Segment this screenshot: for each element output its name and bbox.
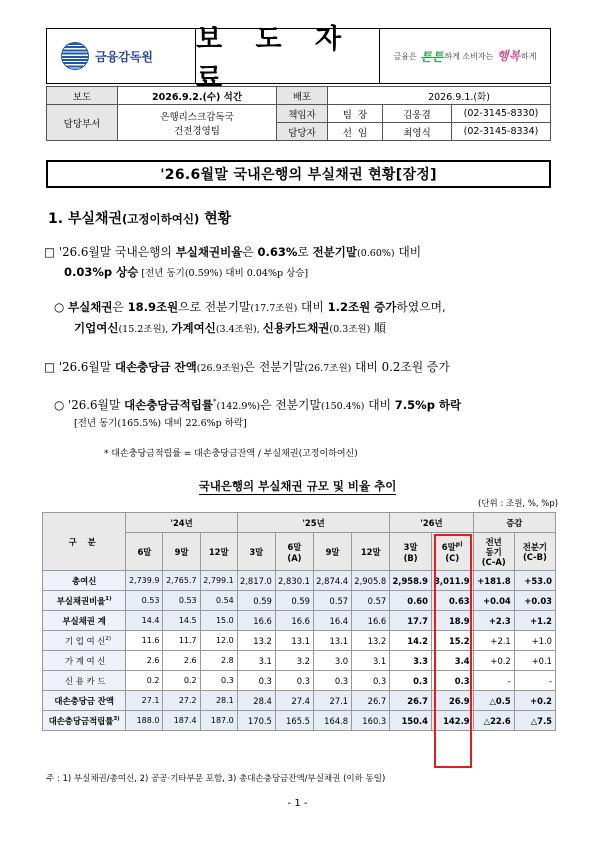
table-cell: 0.2 [163,671,200,691]
table-cell: 0.3 [200,671,237,691]
table-cell: +0.2 [473,651,514,671]
table-cell: 15.0 [200,611,237,631]
table-cell: 142.9 [431,711,473,731]
npl-table [42,512,556,731]
table-cell: 3.2 [275,651,313,671]
circle-bullet-icon: ○ [54,397,65,412]
table-cell: 27.2 [163,691,200,711]
col-header: 전분기 (C-B) [514,533,555,571]
col-header: 3말 (B) [390,533,432,571]
table-cell: 2,830.1 [275,571,313,591]
table-cell: 28.1 [200,691,237,711]
col-header: 3말 [237,533,275,571]
table-cell: 0.53 [163,591,200,611]
table-cell: 3.0 [314,651,352,671]
table-cell: 17.7 [390,611,432,631]
table-cell: 16.6 [275,611,313,631]
dist-date: 2026.9.1.(화) [328,87,551,105]
table-cell: 26.7 [352,691,390,711]
table-cell: 160.3 [352,711,390,731]
section-heading: 1. 부실채권(고정이하여신) 현황 [48,211,232,227]
press-date: 2026.9.2.(수) 석간 [118,87,277,105]
col-header: 6말 (A) [275,533,313,571]
table-cell: 2,739.9 [126,571,163,591]
row-label: 대손충당금 잔액 [43,691,126,711]
row-label: 기 업 여 신$^{2)}$ [43,631,126,651]
press-header [46,24,551,94]
col-header: 9말 [163,533,200,571]
table-cell: 2.6 [126,651,163,671]
col-header: 6말 [126,533,163,571]
year24-header: '24년 [126,513,237,533]
table-row [43,651,556,671]
table-cell: 0.63 [431,591,473,611]
bullet-1: □ '26.6월말 국내은행의 부실채권비율은 0.63%로 전분기말(0.60%) 대비 [44,245,422,259]
table-cell: 0.3 [275,671,313,691]
charge-name: 최영식 [383,123,452,141]
square-bullet-icon: □ [44,360,56,374]
resp-name: 김웅겸 [383,105,452,123]
table-cell: 0.53 [126,591,163,611]
table-cell: 11.6 [126,631,163,651]
table-title: 국내은행의 부실채권 규모 및 비율 추이 [198,479,397,493]
formula-note: * 대손충당금적립률 = 대손충당금잔액 / 부실채권(고정이하여신) [104,449,358,459]
table-cell: △22.6 [473,711,514,731]
dept-name: 은행리스크감독국 건전경영팀 [118,105,277,141]
col-header: 전년동기 (C-A) [473,533,514,571]
table-cell: 16.6 [237,611,275,631]
table-cell: 2.8 [200,651,237,671]
table-cell: 12.0 [200,631,237,651]
circle-bullet-icon: ○ [54,300,65,314]
table-cell: 2,874.4 [314,571,352,591]
table-cell: +181.8 [473,571,514,591]
table-cell: 170.5 [237,711,275,731]
table-cell: 0.59 [237,591,275,611]
table-cell: 0.57 [314,591,352,611]
resp-phone: (02-3145-8330) [452,105,551,123]
headline-banner: '26.6월말 국내은행의 부실채권 현황[잠정] [46,160,551,188]
bullet-1-line2: 0.03%p 상승 [전년 동기(0.59%) 대비 0.04%p 상승] [64,265,309,279]
col-header: 12말 [200,533,237,571]
table-cell: 18.9 [431,611,473,631]
dist-label: 배포 [277,87,328,105]
table-cell: 3.4 [431,651,473,671]
bullet-1a-line2: 기업여신(15.2조원), 가계여신(3.4조원), 신용카드채권(0.3조원) 順 [74,321,386,335]
year25-header: '25년 [237,513,390,533]
bullet-1a: ○ 부실채권은 18.9조원으로 전분기말(17.7조원) 대비 1.2조원 증가하였으며, [54,300,446,314]
table-cell: 13.1 [314,631,352,651]
table-cell: 164.8 [314,711,352,731]
table-cell: 2,905.8 [352,571,390,591]
table-cell: 0.3 [390,671,432,691]
table-row [43,571,556,591]
table-cell: 27.1 [314,691,352,711]
table-cell: 27.4 [275,691,313,711]
press-label: 보도 [47,87,118,105]
year26-header: '26년 [390,513,473,533]
press-title: 보 도 자 료 [195,29,380,83]
resp-title: 팀 장 [328,105,383,123]
table-cell: 0.54 [200,591,237,611]
table-cell: 2,958.9 [390,571,432,591]
table-cell: 27.1 [126,691,163,711]
table-cell: △0.5 [473,691,514,711]
table-row [43,611,556,631]
table-cell: 3.3 [390,651,432,671]
table-cell: +0.04 [473,591,514,611]
table-cell: - [473,671,514,691]
table-cell: 26.7 [390,691,432,711]
table-cell: 0.3 [314,671,352,691]
press-info-table [46,86,551,141]
bullet-2: □ '26.6월말 대손충당금 잔액(26.9조원)은 전분기말(26.7조원) 대비 0.2조원 증가 [44,360,450,374]
table-cell: +0.1 [514,651,555,671]
fss-logo-icon [61,42,89,70]
table-cell: 0.3 [352,671,390,691]
table-cell: 2,799.1 [200,571,237,591]
table-cell: 13.2 [352,631,390,651]
table-cell: 2,765.7 [163,571,200,591]
table-cell: 2,817.0 [237,571,275,591]
table-row [43,631,556,651]
bullet-2a: ○ '26.6월말 대손충당금적립률*(142.9%)은 전분기말(150.4%) 대비 7.5%p 하락 [54,397,462,412]
table-cell: - [514,671,555,691]
table-cell: 187.4 [163,711,200,731]
table-cell: 3,011.9 [431,571,473,591]
table-cell: 13.1 [275,631,313,651]
col-label-header: 구 분 [43,513,126,571]
table-cell: +53.0 [514,571,555,591]
table-footnote: 주 : 1) 부실채권/총여신, 2) 공공·기타부문 포함, 3) 총대손충당금잔액/부실채권 (이하 동일) [46,774,386,784]
table-cell: 0.3 [237,671,275,691]
row-label: 부실채권 계 [43,611,126,631]
page-number: - 1 - [287,798,308,809]
table-cell: 14.4 [126,611,163,631]
bullet-2a-line2: [전년 동기(165.5%) 대비 22.6%p 하락] [74,418,247,429]
charge-title: 선 임 [328,123,383,141]
table-cell: 28.4 [237,691,275,711]
table-cell: 0.2 [126,671,163,691]
table-cell: 3.1 [237,651,275,671]
table-row [43,671,556,691]
table-cell: +1.0 [514,631,555,651]
table-unit: (단위 : 조원, %, %p) [478,499,559,509]
table-cell: △7.5 [514,711,555,731]
row-label: 총여신 [43,571,126,591]
table-cell: +1.2 [514,611,555,631]
table-cell: 187.0 [200,711,237,731]
table-row [43,711,556,731]
table-cell: 2.6 [163,651,200,671]
table-cell: +0.03 [514,591,555,611]
row-label: 부실채권비율$^{1)}$ [43,591,126,611]
charge-phone: (02-3145-8334) [452,123,551,141]
change-header: 증감 [473,513,555,533]
col-header: 12말 [352,533,390,571]
resp-label: 책임자 [277,105,328,123]
row-label: 신 용 카 드 [43,671,126,691]
table-row [43,691,556,711]
dept-label: 담당부서 [47,105,118,141]
table-cell: 0.60 [390,591,432,611]
table-cell: 0.57 [352,591,390,611]
table-cell: +2.1 [473,631,514,651]
table-cell: 14.2 [390,631,432,651]
charge-label: 담당자 [277,123,328,141]
table-cell: 26.9 [431,691,473,711]
slogan: 금융은 튼튼 하게 소비자는 행복 하게 [393,48,537,64]
table-cell: 11.7 [163,631,200,651]
table-cell: 0.59 [275,591,313,611]
fss-logo [47,29,195,83]
table-cell: 3.1 [352,651,390,671]
table-cell: +0.2 [514,691,555,711]
table-cell: 0.3 [431,671,473,691]
table-cell: 14.5 [163,611,200,631]
org-name: 금융감독원 [95,49,153,64]
col-header: 9말 [314,533,352,571]
table-cell: 16.6 [352,611,390,631]
table-row [43,591,556,611]
col-header: 6말$^{p)}$ (C) [431,533,473,571]
table-cell: 15.2 [431,631,473,651]
table-cell: 16.4 [314,611,352,631]
table-cell: 150.4 [390,711,432,731]
table-cell: 13.2 [237,631,275,651]
table-cell: 165.5 [275,711,313,731]
row-label: 가 계 여 신 [43,651,126,671]
table-cell: +2.3 [473,611,514,631]
table-cell: 188.0 [126,711,163,731]
row-label: 대손충당금적립률$^{3)}$ [43,711,126,731]
square-bullet-icon: □ [44,245,56,259]
